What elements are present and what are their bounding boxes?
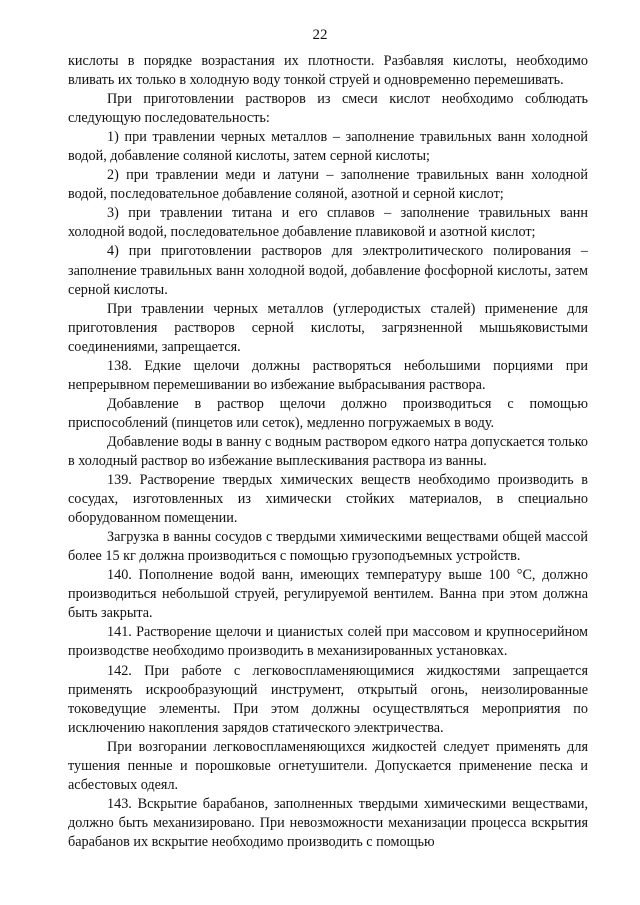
list-item-ferrous-metals: 1) при травлении черных металлов – заполнение травильных ванн холодной водой, добавление соляной кислоты, затем серной кислоты; (68, 129, 588, 165)
paragraph-140-water-refill: 140. Пополнение водой ванн, имеющих температуру выше 100 °С, должно производиться небольшой струей, регулируемой вентилем. Ванна при этом должна быть закрыта. (68, 567, 588, 622)
paragraph-141-cyanide-salts: 141. Растворение щелочи и цианистых солей при массовом и крупносерийном производстве необходимо производить в механизированных установках. (68, 624, 588, 660)
paragraph-alkali-tools: Добавление в раствор щелочи должно производиться с помощью приспособлений (пинцетов или сеток), медленно погружаемых в воду. (68, 395, 588, 431)
list-item-copper-brass: 2) при травлении меди и латуни – заполнение травильных ванн холодной водой, последовательное добавление соляной, азотной и серной кислот; (68, 167, 588, 203)
paragraph-arsenic-acid-prohibition: При травлении черных металлов (углеродистых сталей) применение для приготовления растворов серной кислоты, загрязненной мышьяковистыми соединениями, запрещается. (68, 300, 588, 355)
document-body (68, 52, 588, 852)
paragraph-142-flammable-liquids: 142. При работе с легковоспламеняющимися жидкостями запрещается применять искрообразующий инструмент, открытый огонь, неизолированные токоведущие элементы. При этом должны осуществляться мероприятия по исключению накопления зарядов статического электричества. (68, 662, 588, 736)
list-item-electropolishing: 4) при приготовлении растворов для электролитического полирования – заполнение травильных ванн холодной водой, добавление фосфорной кислоты, затем серной кислоты. (68, 243, 588, 298)
page-number: 22 (312, 27, 328, 43)
paragraph-139-solid-chemicals: 139. Растворение твердых химических веществ необходимо производить в сосудах, изготовленных из химически стойких материалов, в специально оборудованном помещении. (68, 472, 588, 527)
paragraph-acid-dilution: кислоты в порядке возрастания их плотности. Разбавляя кислоты, необходимо вливать их только в холодную воду тонкой струей и одновременно перемешивать. (68, 53, 588, 89)
paragraph-fire-extinguishing: При возгорании легковоспламеняющихся жидкостей следует применять для тушения пенные и порошковые огнетушители. Допускается применение песка и асбестовых одеял. (68, 738, 588, 793)
paragraph-water-addition: Добавление воды в ванну с водным раствором едкого натра допускается только в холодный раствор во избежание выплескивания раствора из ванны. (68, 433, 588, 469)
paragraph-138-alkali-dissolving: 138. Едкие щелочи должны растворяться небольшими порциями при непрерывном перемешивании во избежание выбрасывания раствора. (68, 357, 588, 393)
paragraph-loading-vessels: Загрузка в ванны сосудов с твердыми химическими веществами общей массой более 15 кг должна производиться с помощью грузоподъемных устройств. (68, 529, 588, 565)
paragraph-143-drum-opening: 143. Вскрытие барабанов, заполненных твердыми химическими веществами, должно быть механизировано. При невозможности механизации процесса вскрытия барабанов их вскрытие необходимо производить с помощью (68, 795, 588, 850)
paragraph-acid-mixture-order: При приготовлении растворов из смеси кислот необходимо соблюдать следующую последовательность: (68, 91, 588, 127)
list-item-titanium: 3) при травлении титана и его сплавов – заполнение травильных ванн холодной водой, последовательное добавление плавиковой и азотной кислот; (68, 205, 588, 241)
